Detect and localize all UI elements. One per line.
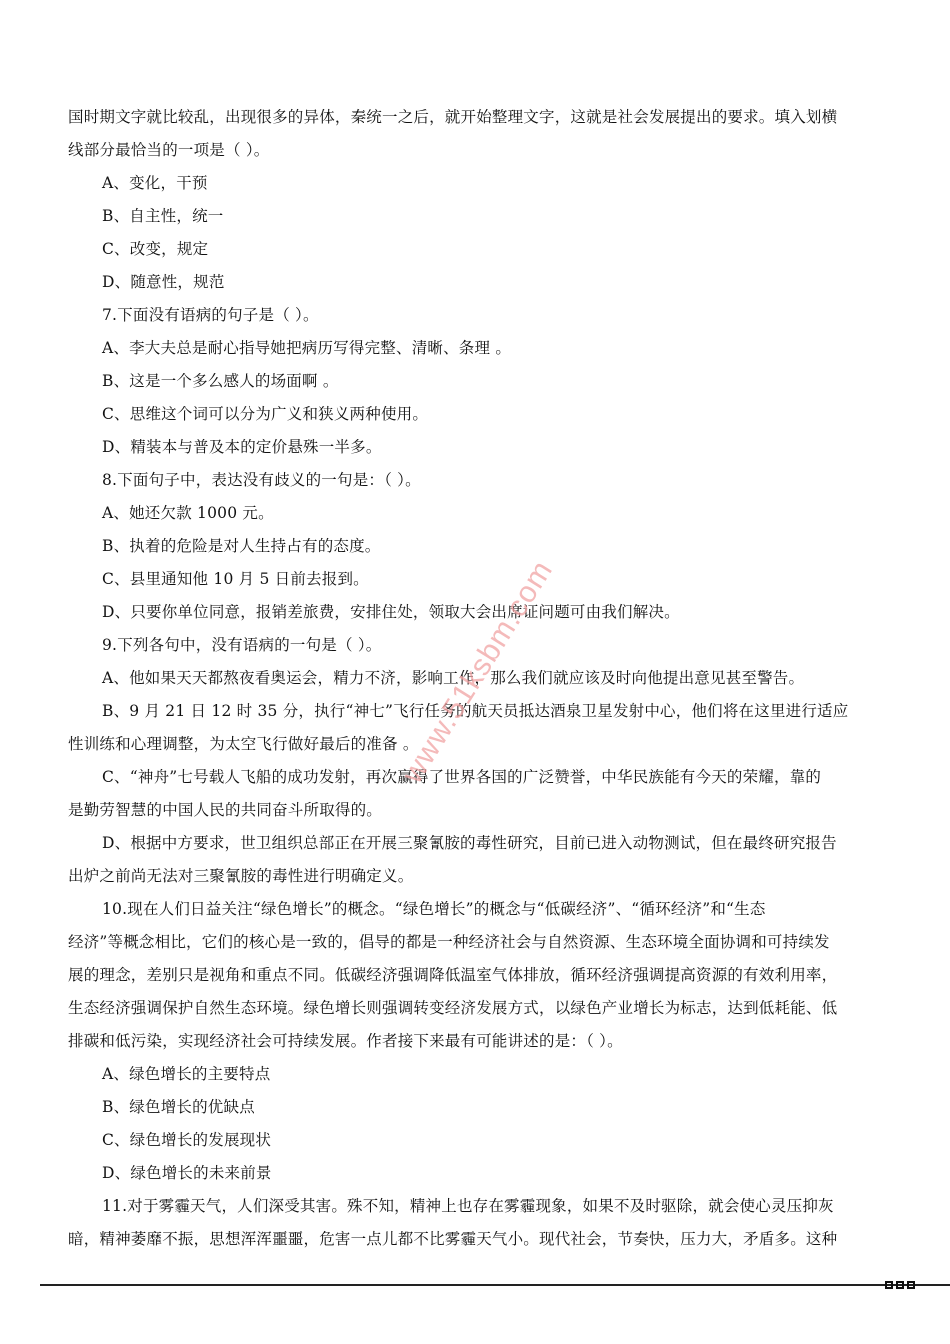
qr-code-icon xyxy=(885,1281,945,1293)
option-d: D、绿色增长的未来前景 xyxy=(102,1164,272,1182)
option-c: C、改变，规定 xyxy=(102,240,209,258)
text-line: 国时期文字就比较乱，出现很多的异体，秦统一之后，就开始整理文字，这就是社会发展提出的要求。填入划横 xyxy=(68,108,838,126)
option-a: A、绿色增长的主要特点 xyxy=(102,1065,271,1083)
qr-finder-icon xyxy=(907,1281,915,1289)
option-c: C、思维这个词可以分为广义和狭义两种使用。 xyxy=(102,405,429,423)
text-line: 线部分最恰当的一项是（ ）。 xyxy=(68,141,270,159)
option-d: D、精装本与普及本的定价悬殊一半多。 xyxy=(102,438,382,456)
option-b: B、执着的危险是对人生持占有的态度。 xyxy=(102,537,381,555)
text-line: 生态经济强调保护自然生态环境。绿色增长则强调转变经济发展方式，以绿色产业增长为标志，达到低耗能、低 xyxy=(68,999,838,1017)
footer-divider xyxy=(40,1284,950,1286)
option-a: A、变化，干预 xyxy=(102,174,208,192)
option-a: A、他如果天天都熬夜看奥运会，精力不济，影响工作，那么我们就应该及时向他提出意见甚至警告。 xyxy=(102,669,805,687)
watermark: www.51ksbm.com xyxy=(395,554,560,789)
option-c: C、绿色增长的发展现状 xyxy=(102,1131,272,1149)
option-b: B、绿色增长的优缺点 xyxy=(102,1098,255,1116)
text-line: 展的理念，差别只是视角和重点不同。低碳经济强调降低温室气体排放，循环经济强调提高资源的有效利用率， xyxy=(68,966,838,984)
text-line: 性训练和心理调整，为太空飞行做好最后的准备 。 xyxy=(68,735,419,753)
option-b: B、自主性，统一 xyxy=(102,207,224,225)
text-line: 是勤劳智慧的中国人民的共同奋斗所取得的。 xyxy=(68,801,383,819)
option-c: C、“神舟”七号载人飞船的成功发射，再次赢得了世界各国的广泛赞誉，中华民族能有今天的荣耀，靠的 xyxy=(102,768,822,786)
question-8: 8.下面句子中，表达没有歧义的一句是：（ ）。 xyxy=(102,471,421,489)
option-b: B、这是一个多么感人的场面啊 。 xyxy=(102,372,339,390)
option-d: D、只要你单位同意，报销差旅费，安排住处，领取大会出席证问题可由我们解决。 xyxy=(102,603,680,621)
qr-finder-icon xyxy=(885,1281,893,1289)
option-a: A、李大夫总是耐心指导她把病历写得完整、清晰、条理 。 xyxy=(102,339,512,357)
question-7: 7.下面没有语病的句子是（ ）。 xyxy=(102,306,319,324)
text-line: 暗，精神萎靡不振，思想浑浑噩噩，危害一点儿都不比雾霾天气小。现代社会，节奏快，压力大，矛盾多。这种 xyxy=(68,1230,838,1248)
question-11: 11.对于雾霾天气，人们深受其害。殊不知，精神上也存在雾霾现象，如果不及时驱除，就会使心灵压抑灰 xyxy=(102,1197,834,1215)
option-a: A、她还欠款 1000 元。 xyxy=(102,504,274,522)
option-d: D、随意性，规范 xyxy=(102,273,225,291)
option-d: D、根据中方要求，世卫组织总部正在开展三聚氰胺的毒性研究，目前已进入动物测试，但在最终研究报告 xyxy=(102,834,837,852)
text-line: 排碳和低污染，实现经济社会可持续发展。作者接下来最有可能讲述的是：（ ）。 xyxy=(68,1032,623,1050)
option-c: C、县里通知他 10 月 5 日前去报到。 xyxy=(102,570,369,588)
qr-finder-icon xyxy=(896,1281,904,1289)
question-10: 10.现在人们日益关注“绿色增长”的概念。“绿色增长”的概念与“低碳经济”、“循环经济”和“生态 xyxy=(102,900,766,918)
text-line: 出炉之前尚无法对三聚氰胺的毒性进行明确定义。 xyxy=(68,867,414,885)
text-line: 经济”等概念相比，它们的核心是一致的，倡导的都是一种经济社会与自然资源、生态环境全面协调和可持续发 xyxy=(68,933,830,951)
option-b: B、9 月 21 日 12 时 35 分，执行“神七”飞行任务的航天员抵达酒泉卫星发射中心，他们将在这里进行适应 xyxy=(102,702,849,720)
question-9: 9.下列各句中，没有语病的一句是（ ）。 xyxy=(102,636,382,654)
